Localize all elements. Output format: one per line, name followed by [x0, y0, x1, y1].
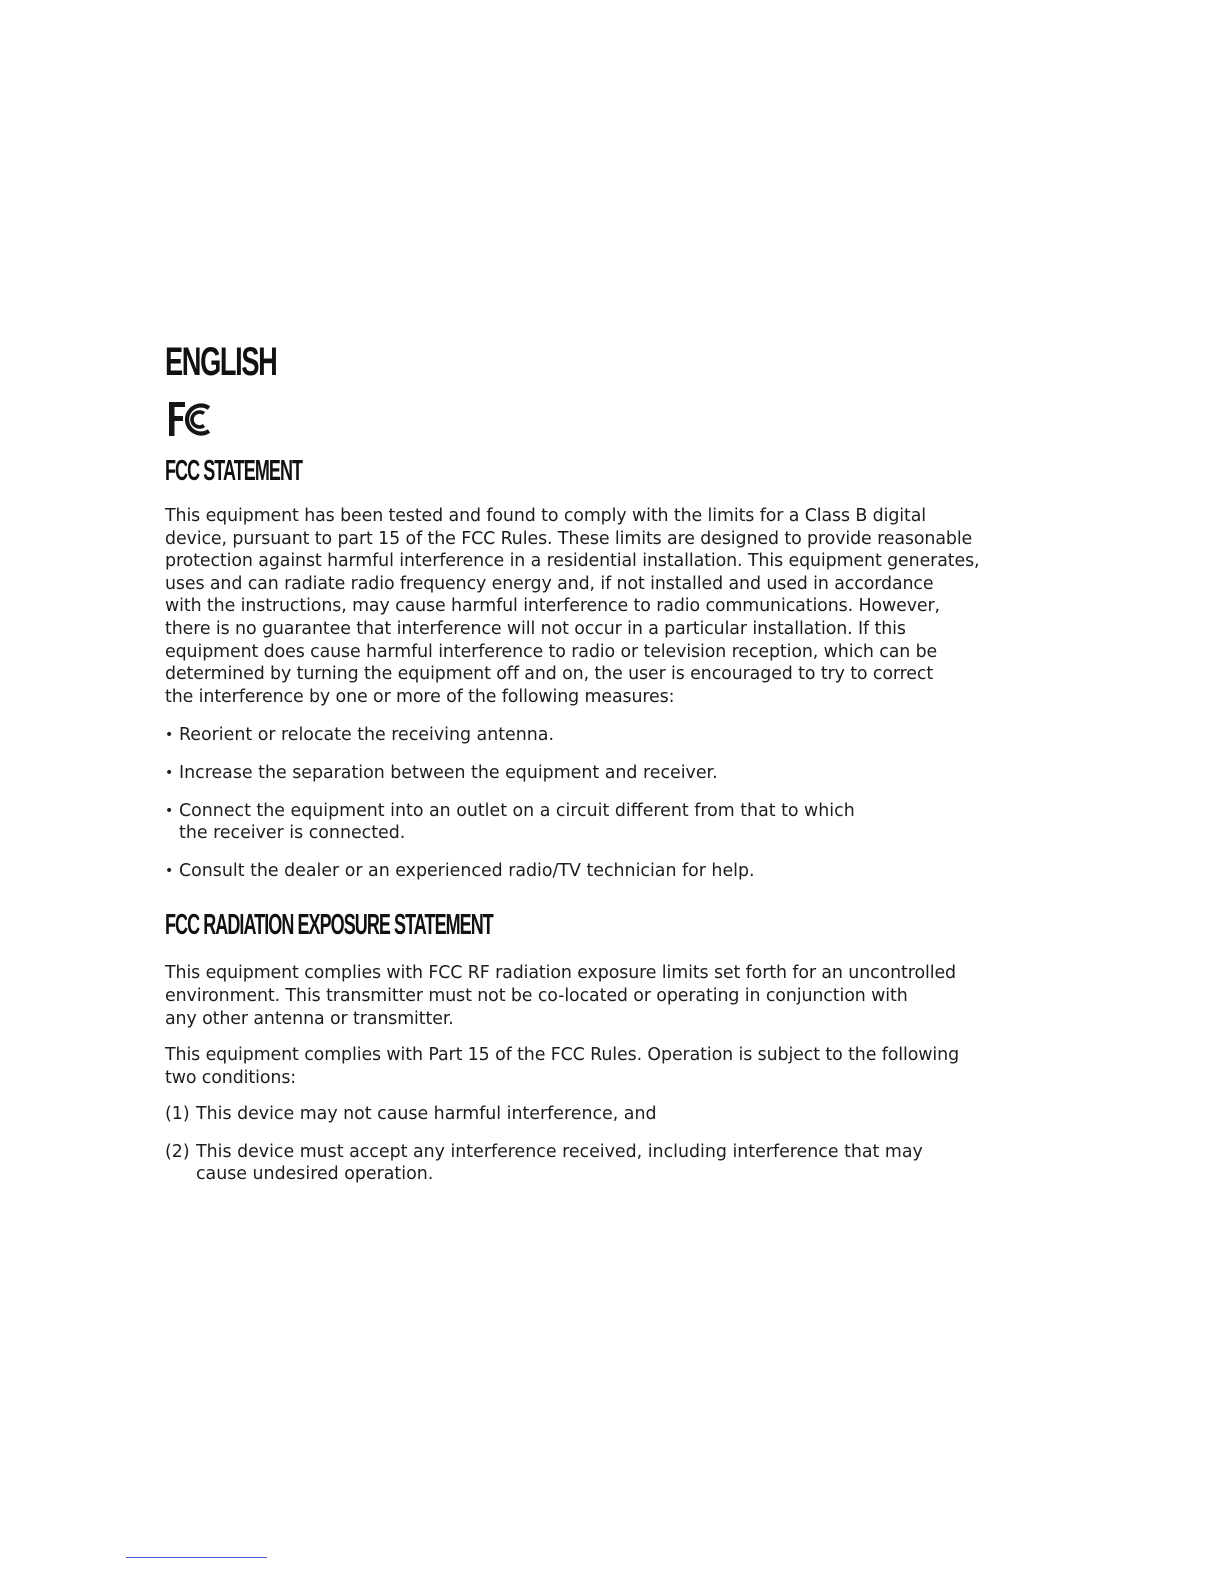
- text-line: • Reorient or relocate the receiving antenna.: [179, 725, 554, 746]
- text-line: with the instructions, may cause harmful interference to radio communications. However,: [165, 596, 940, 617]
- text-line: the receiver is connected.: [179, 823, 406, 844]
- footer-divider: [126, 1557, 267, 1558]
- document-page: [165, 338, 1045, 1201]
- text-line: cause undesired operation.: [196, 1164, 434, 1185]
- text-line: This equipment complies with Part 15 of the FCC Rules. Operation is subject to the following: [165, 1045, 960, 1066]
- text-line: uses and can radiate radio frequency energy and, if not installed and used in accordance: [165, 573, 934, 594]
- text-line: • Connect the equipment into an outlet on a circuit different from that to which: [179, 800, 855, 821]
- condition-number: (2): [165, 1141, 190, 1162]
- text-line: This equipment has been tested and found to comply with the limits for a Class B digital: [165, 506, 927, 526]
- language-heading: ENGLISH: [165, 340, 277, 384]
- fcc-statement-heading: FCC STATEMENT: [165, 455, 303, 487]
- condition-item: [165, 1103, 1045, 1126]
- text-line: This device must accept any interference received, including interference that may: [196, 1141, 923, 1162]
- text-line: • Consult the dealer or an experienced radio/TV technician for help.: [179, 860, 755, 881]
- text-line: determined by turning the equipment off and on, the user is encouraged to try to correct: [165, 664, 934, 685]
- text-line: equipment does cause harmful interference to radio or television reception, which can be: [165, 641, 938, 662]
- text-line: device, pursuant to part 15 of the FCC Rules. These limits are designed to provide reasonable: [165, 528, 973, 549]
- text-line: the interference by one or more of the following measures:: [165, 686, 675, 707]
- radiation-statement-heading: FCC RADIATION EXPOSURE STATEMENT: [165, 909, 493, 942]
- measure-item: [165, 860, 1045, 883]
- text-line: This device may not cause harmful interference, and: [196, 1104, 657, 1125]
- text-line: environment. This transmitter must not be co-located or operating in conjunction with: [165, 985, 908, 1006]
- text-line: two conditions:: [165, 1067, 297, 1088]
- conditions-list: [165, 1103, 1045, 1186]
- text-line: This equipment complies with FCC RF radiation exposure limits set forth for an uncontrolled: [165, 963, 956, 984]
- text-line: • Increase the separation between the equipment and receiver.: [179, 762, 718, 783]
- part15-paragraph: [165, 1044, 1045, 1089]
- measure-item: [165, 762, 1045, 785]
- measure-item: [165, 800, 1045, 845]
- fcc-logo-icon: [165, 398, 213, 440]
- radiation-paragraph: [165, 962, 1045, 1030]
- condition-number: (1): [165, 1104, 190, 1125]
- text-line: any other antenna or transmitter.: [165, 1008, 454, 1029]
- text-line: protection against harmful interference in a residential installation. This equipment generates,: [165, 551, 980, 572]
- measures-list: [165, 724, 1045, 882]
- fcc-statement-intro: [165, 505, 1045, 708]
- measure-item: [165, 724, 1045, 747]
- condition-item: [165, 1141, 1045, 1186]
- text-line: there is no guarantee that interference will not occur in a particular installation. If this: [165, 618, 906, 639]
